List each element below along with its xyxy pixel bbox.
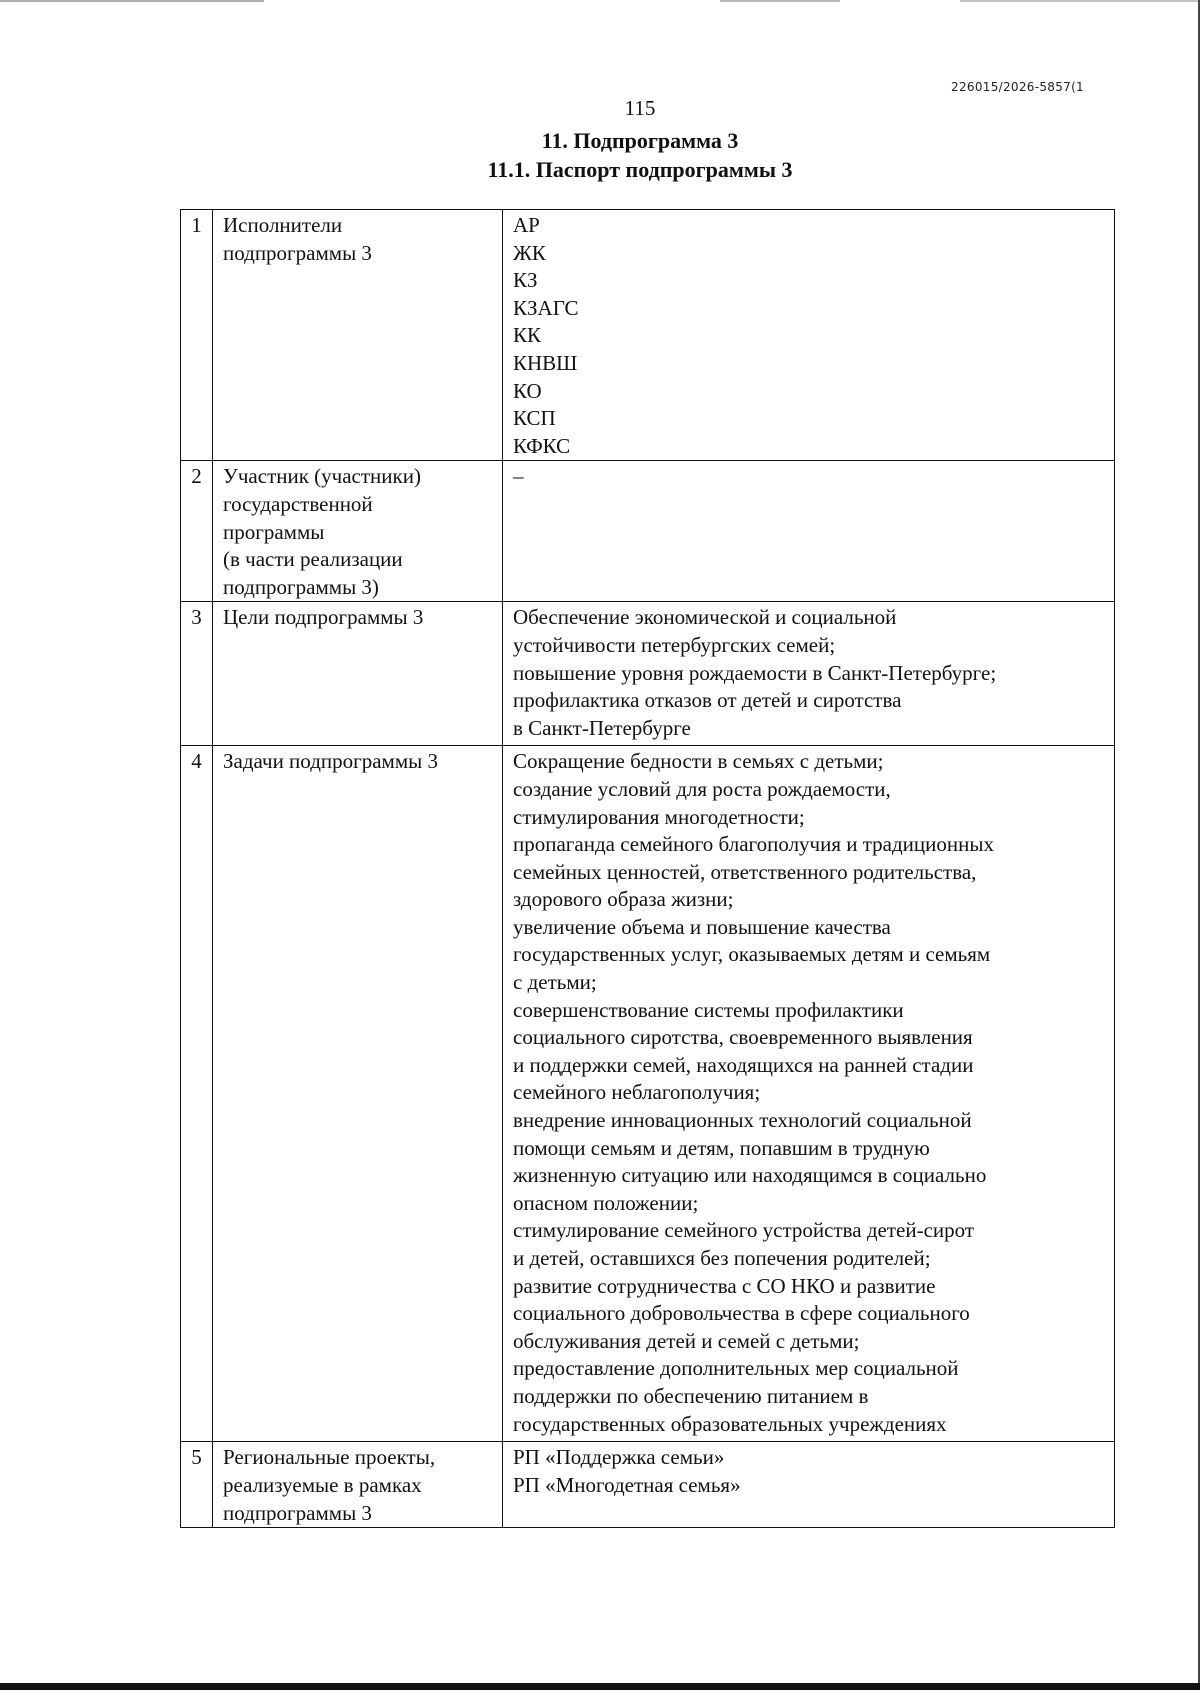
row-value-line: семейных ценностей, ответственного родительства, bbox=[513, 859, 977, 884]
row-label-line: Региональные проекты, bbox=[223, 1445, 436, 1470]
row-value-cell bbox=[503, 1442, 1115, 1528]
row-label-line: Задачи подпрограммы 3 bbox=[223, 749, 438, 774]
passport-row bbox=[181, 602, 1115, 746]
passport-row bbox=[181, 461, 1115, 602]
page-number: 115 bbox=[624, 96, 656, 120]
row-label-line: Исполнители bbox=[223, 213, 343, 237]
row-label-line: Участник (участники) bbox=[223, 464, 421, 489]
row-value-line: повышение уровня рождаемости в Санкт-Петербурге; bbox=[513, 660, 997, 685]
row-number: 2 bbox=[181, 461, 213, 602]
row-label-line: подпрограммы 3) bbox=[223, 574, 379, 599]
row-value-line: создание условий для роста рождаемости, bbox=[513, 776, 891, 801]
row-value-line: в Санкт-Петербурге bbox=[513, 715, 691, 740]
row-value-line: и детей, оставшихся без попечения родителей; bbox=[513, 1246, 931, 1270]
row-value-line: ЖК bbox=[513, 240, 546, 265]
row-value-line: государственных услуг, оказываемых детям и семьям bbox=[513, 942, 991, 967]
row-label-line: программы bbox=[223, 519, 325, 544]
row-label-cell bbox=[213, 746, 503, 1442]
row-label-line: реализуемые в рамках bbox=[223, 1472, 422, 1497]
row-value-line: КЗ bbox=[513, 268, 538, 293]
row-label-line: государственной bbox=[223, 491, 373, 516]
row-value-line: социального сиротства, своевременного выявления bbox=[513, 1025, 973, 1050]
row-label-cell bbox=[213, 461, 503, 602]
passport-row bbox=[181, 1442, 1115, 1528]
row-value-line: Сокращение бедности в семьях с детьми; bbox=[513, 749, 884, 774]
row-value-line: КСП bbox=[513, 406, 556, 431]
row-value-line: Обеспечение экономической и социальной bbox=[513, 605, 897, 630]
row-value-line: КО bbox=[513, 378, 542, 403]
row-value-line: и поддержки семей, находящихся на ранней стадии bbox=[513, 1052, 974, 1077]
row-value-line: – bbox=[513, 464, 524, 489]
row-value-line: развитие сотрудничества с СО НКО и развитие bbox=[513, 1273, 936, 1298]
section-title: 11. Подпрограмма 3 bbox=[541, 128, 739, 153]
row-label-cell bbox=[213, 1442, 503, 1528]
row-value-line: совершенствование системы профилактики bbox=[513, 997, 904, 1022]
row-value-line: государственных образовательных учреждениях bbox=[513, 1411, 947, 1436]
row-label-cell bbox=[213, 210, 503, 461]
row-value-line: КК bbox=[513, 323, 542, 348]
row-label-cell bbox=[213, 602, 503, 746]
row-value-line: профилактика отказов от детей и сиротства bbox=[513, 688, 902, 713]
row-value-line: РП «Многодетная семья» bbox=[513, 1472, 741, 1497]
row-value-line: предоставление дополнительных мер социальной bbox=[513, 1356, 959, 1381]
row-value-line: увеличение объема и повышение качества bbox=[513, 914, 891, 939]
row-value-line: стимулирование семейного устройства детей-сирот bbox=[513, 1218, 975, 1243]
row-label-line: подпрограммы 3 bbox=[223, 240, 372, 265]
row-value-cell bbox=[503, 746, 1115, 1442]
row-value-line: устойчивости петербургских семей; bbox=[513, 632, 836, 657]
passport-table-body bbox=[181, 210, 1115, 1528]
row-value-line: пропаганда семейного благополучия и традиционных bbox=[513, 832, 994, 857]
row-value-line: КЗАГС bbox=[513, 295, 579, 320]
passport-row bbox=[181, 210, 1115, 461]
row-value-line: социального добровольчества в сфере социального bbox=[513, 1301, 970, 1326]
section-subtitle: 11.1. Паспорт подпрограммы 3 bbox=[487, 157, 793, 182]
subprogram-passport-table bbox=[180, 209, 1115, 1528]
row-number: 1 bbox=[181, 210, 213, 461]
row-value-line: внедрение инновационных технологий социальной bbox=[513, 1108, 972, 1133]
row-label-line: (в части реализации bbox=[223, 547, 403, 572]
row-value-line: с детьми; bbox=[513, 970, 597, 995]
scan-edge-top bbox=[0, 0, 1200, 2]
row-value-line: опасном положении; bbox=[513, 1190, 699, 1215]
row-label-line: подпрограммы 3 bbox=[223, 1500, 372, 1525]
row-value-line: РП «Поддержка семьи» bbox=[513, 1445, 725, 1470]
row-label-line: Цели подпрограммы 3 bbox=[223, 605, 424, 630]
row-value-line: АР bbox=[513, 213, 540, 237]
row-value-cell bbox=[503, 602, 1115, 746]
row-value-cell bbox=[503, 461, 1115, 602]
document-registration-code: 226015/2026-5857(1 bbox=[951, 80, 1084, 94]
row-value-line: стимулирования многодетности; bbox=[513, 804, 805, 829]
row-value-line: обслуживания детей и семей с детьми; bbox=[513, 1328, 860, 1353]
row-value-line: поддержки по обеспечению питанием в bbox=[513, 1383, 869, 1408]
scan-edge-bottom bbox=[0, 1683, 1200, 1690]
row-number: 5 bbox=[181, 1442, 213, 1528]
row-value-line: жизненную ситуацию или находящимся в социально bbox=[513, 1163, 987, 1188]
row-value-line: семейного неблагополучия; bbox=[513, 1080, 761, 1105]
row-value-line: помощи семьям и детям, попавшим в трудную bbox=[513, 1135, 930, 1160]
passport-row bbox=[181, 746, 1115, 1442]
row-value-line: здорового образа жизни; bbox=[513, 887, 734, 912]
row-number: 3 bbox=[181, 602, 213, 746]
row-value-line: КНВШ bbox=[513, 350, 578, 375]
row-value-cell bbox=[503, 210, 1115, 461]
row-number: 4 bbox=[181, 746, 213, 1442]
row-value-line: КФКС bbox=[513, 433, 571, 458]
